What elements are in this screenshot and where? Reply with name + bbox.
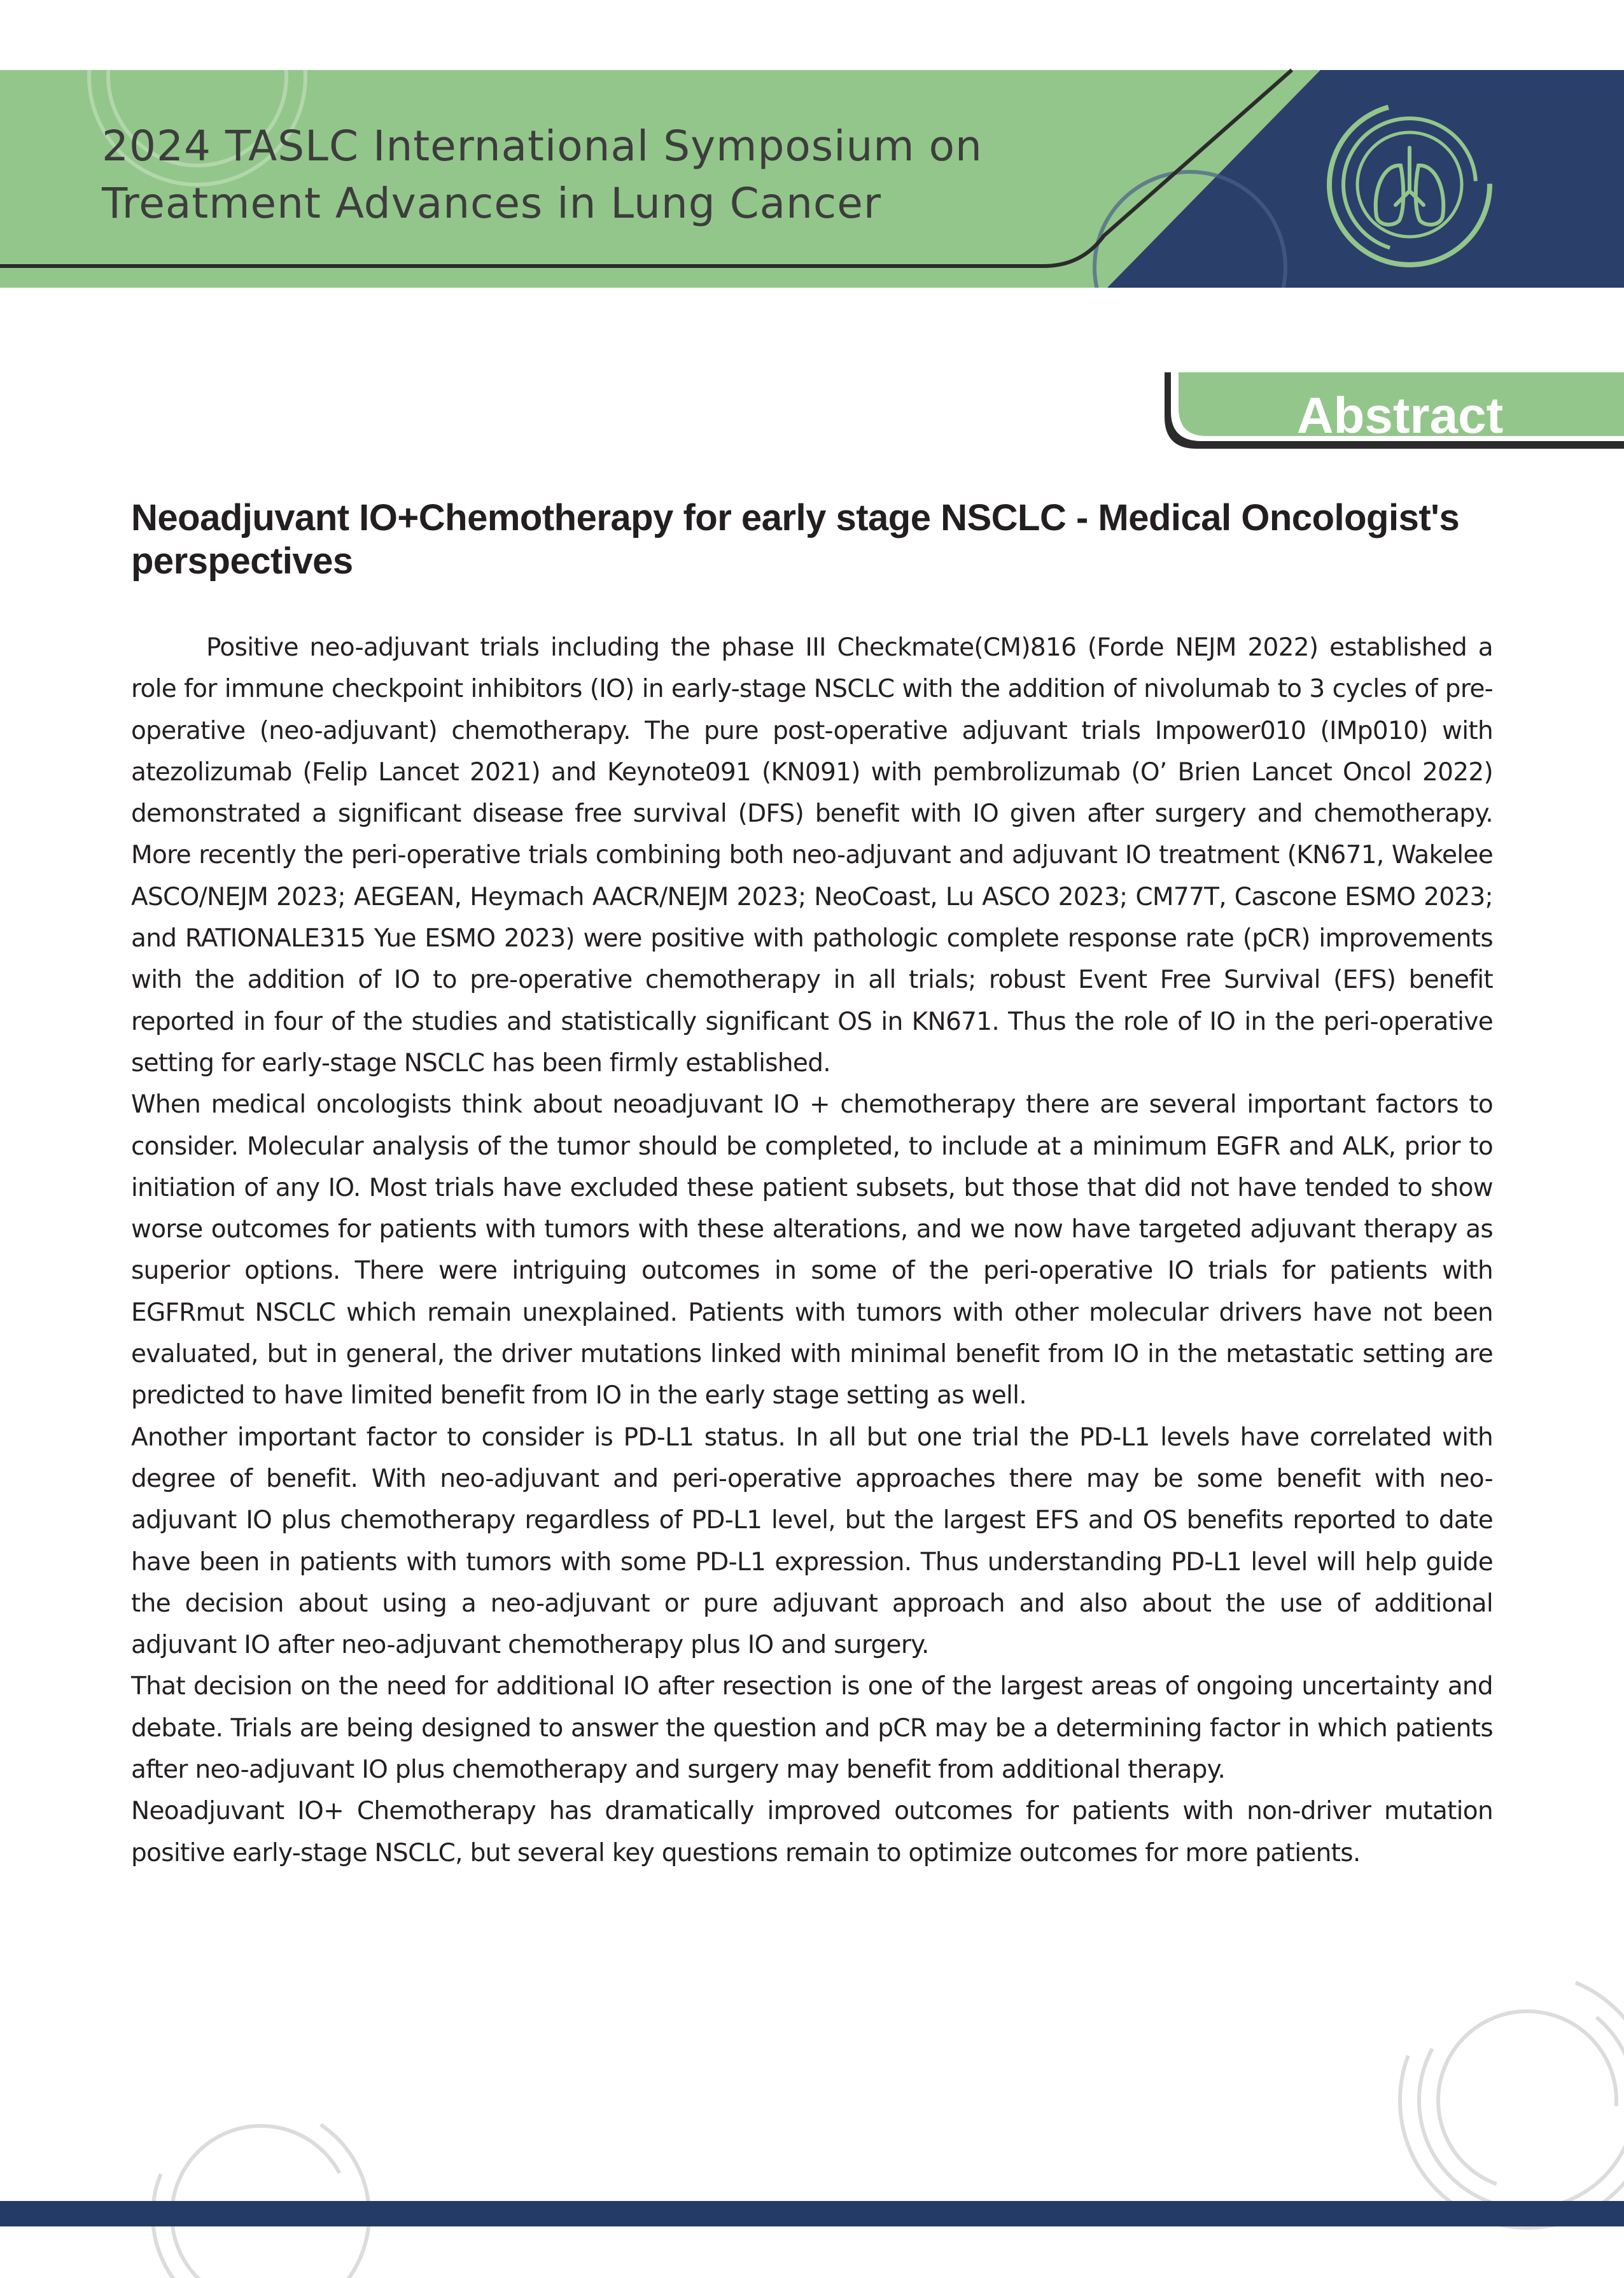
body-paragraph: That decision on the need for additional IO after resection is one of the largest areas of ongoing uncertainty and debate. Trials are being designed to answer the question and pCR may be a determining factor in which patients after neo-adjuvant IO plus chemotherapy and surgery may benefit from additional therapy.	[131, 1672, 1493, 1785]
body-paragraph: Positive neo-adjuvant trials including the phase III Checkmate(CM)816 (Forde NEJM 2022) established a role for immune checkpoint inhibitors (IO) in early-stage NSCLC with the addition of nivolumab to 3 cycles of pre-operative (neo-adjuvant) chemotherapy. The pure post-operative adjuvant trials Impower010 (IMp010) with atezolizumab (Felip Lancet 2021) and Keynote091 (KN091) with pembrolizumab (O’ Brien Lancet Oncol 2022) demonstrated a significant disease free survival (DFS) benefit with IO given after surgery and chemotherapy. More recently the peri-operative trials combining both neo-adjuvant and adjuvant IO treatment (KN671, Wakelee ASCO/NEJM 2023; AEGEAN, Heymach AACR/NEJM 2023; NeoCoast, Lu ASCO 2023; CM77T, Cascone ESMO 2023; and RATIONALE315 Yue ESMO 2023) were positive with pathologic complete response rate (pCR) improvements with the addition of IO to pre-operative chemotherapy in all trials; robust Event Free Survival (EFS) benefit reported in four of the studies and statistically significant OS in KN671. Thus the role of IO in the peri-operative setting for early-stage NSCLC has been firmly established.	[131, 633, 1493, 1078]
lungs-icon	[1320, 95, 1499, 274]
decorative-circles-bottom-left	[146, 2069, 375, 2278]
body-paragraph: When medical oncologists think about neoadjuvant IO + chemotherapy there are several important factors to consider. Molecular analysis of the tumor should be completed, to include at a minimum EGFR and ALK, prior to initiation of any IO. Most trials have excluded these patient subsets, but those that did not have tended to show worse outcomes for patients with tumors with these alterations, and we now have targeted adjuvant therapy as superior options. There were intriguing outcomes in some of the peri-operative IO trials for patients with EGFRmut NSCLC which remain unexplained. Patients with tumors with other molecular drivers have not been evaluated, but in general, the driver mutations linked with minimal benefit from IO in the metastatic setting are predicted to have limited benefit from IO in the early stage setting as well.	[131, 1090, 1493, 1410]
abstract-title: Neoadjuvant IO+Chemotherapy for early stage NSCLC - Medical Oncologist's perspectives	[131, 497, 1460, 582]
footer-bar	[0, 2201, 1624, 2226]
abstract-body	[131, 627, 1493, 1874]
symposium-title-line-2: Treatment Advances in Lung Cancer	[102, 179, 881, 228]
section-tab-label: Abstract	[1296, 387, 1504, 444]
body-paragraph: Another important factor to consider is PD-L1 status. In all but one trial the PD-L1 levels have correlated with degree of benefit. With neo-adjuvant and peri-operative approaches there may be some benefit with neo-adjuvant IO plus chemotherapy regardless of PD-L1 level, but the largest EFS and OS benefits reported to date have been in patients with tumors with some PD-L1 expression. Thus understanding PD-L1 level will help guide the decision about using a neo-adjuvant or pure adjuvant approach and also about the use of additional adjuvant IO after neo-adjuvant chemotherapy plus IO and surgery.	[131, 1423, 1493, 1660]
body-paragraph: Neoadjuvant IO+ Chemotherapy has dramatically improved outcomes for patients with non-driver mutation positive early-stage NSCLC, but several key questions remain to optimize outcomes for more patients.	[131, 1797, 1493, 1867]
section-tab	[1152, 372, 1624, 455]
header-banner	[0, 0, 1624, 293]
symposium-title-line-1: 2024 TASLC International Symposium on	[102, 122, 983, 171]
symposium-title	[102, 118, 1247, 232]
